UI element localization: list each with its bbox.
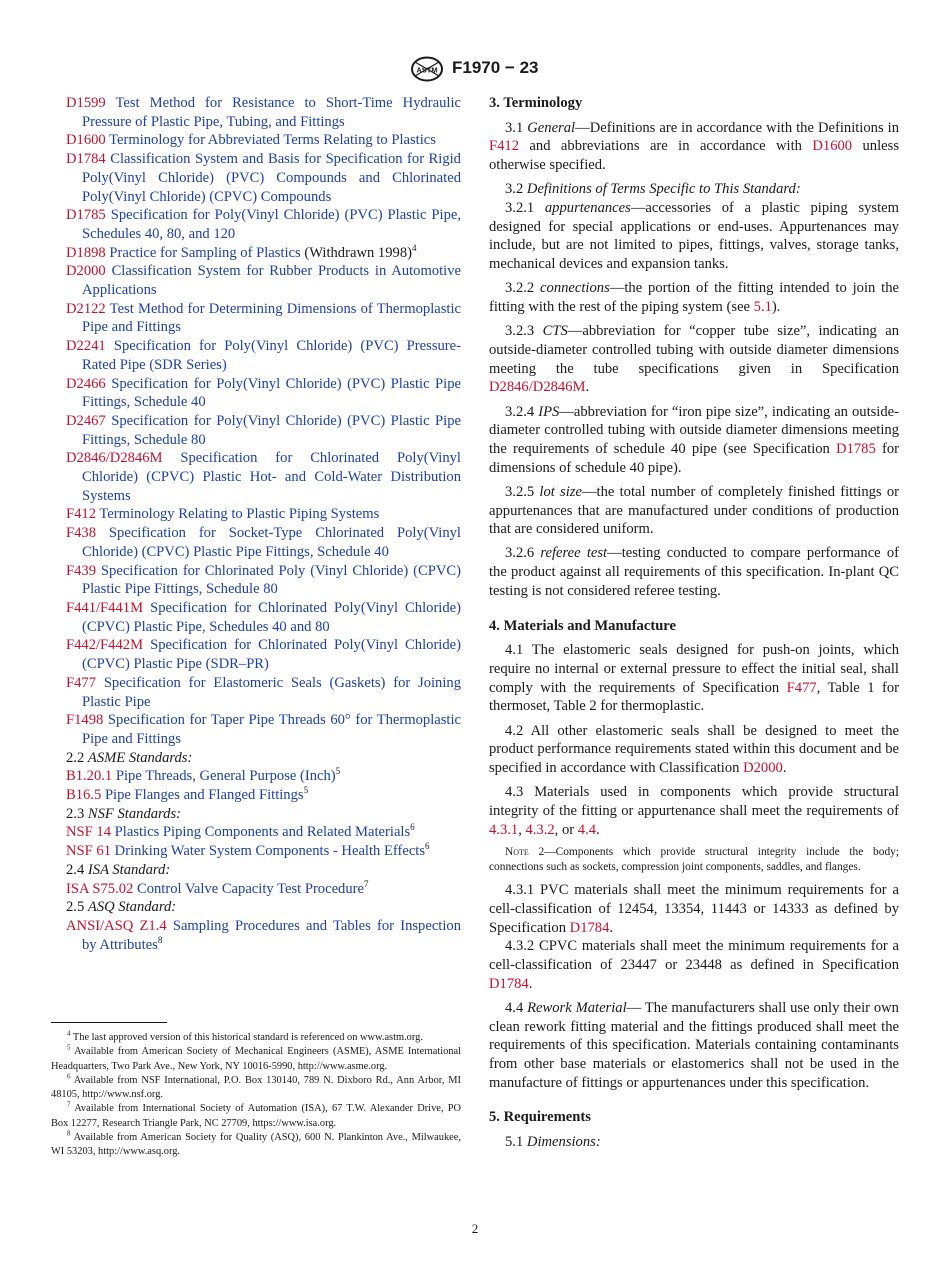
footnote-marker[interactable]: 4 xyxy=(411,242,417,253)
footnote: $^8$ Available from American Society for Quality (ASQ), 600 N. Plankinton Ave., Milwaukee, WI 53203, http://www.asq.org. xyxy=(51,1129,461,1158)
ref-title[interactable]: Specification for Elastomeric Seals (Gaskets) for Joining Plastic Pipe xyxy=(82,674,461,710)
astm-logo-icon xyxy=(409,56,445,82)
ref-item[interactable] xyxy=(66,375,461,412)
footnote-marker[interactable]: 6 xyxy=(410,822,415,833)
requirements-heading: 5. Requirements xyxy=(489,1109,591,1126)
ref-designation[interactable]: D1599 xyxy=(66,95,106,111)
footnote-marker[interactable]: 5 xyxy=(335,766,341,777)
para-4-4: 4.4 Rework Material— The manufacturers shall use only their own clean rework fitting material and the fittings produced shall meet the requirements of this specification. Materials containing contaminants from other base materials or elastomerics shall not be used in the manufacture of fittings or appurtenances under this specification. xyxy=(489,999,899,1091)
ref-item[interactable] xyxy=(66,674,461,711)
footnote: $^6$ Available from NSF International, P.O. Box 130140, 789 N. Dixboro Rd., Ann Arbor, MI 48105, http://www.nsf.org. xyxy=(51,1072,462,1101)
subsection-label: 2.2 ASME Standards: xyxy=(66,749,193,766)
ref-designation[interactable]: ISA S75.02 xyxy=(66,880,134,897)
left-column xyxy=(66,94,461,954)
ref-title[interactable]: Specification for Poly(Vinyl Chloride) (PVC) Plastic Pipe, Schedules 40, 80, and 120 xyxy=(82,207,461,242)
link-d1784-a[interactable]: D1784 xyxy=(569,919,610,936)
ref-title[interactable]: Specification for Chlorinated Poly(Vinyl Chloride) (CPVC) Plastic Hot- and Cold-Water Distribution Systems xyxy=(82,450,461,504)
logo-text: ASTM xyxy=(416,65,438,75)
ref-title[interactable]: Terminology Relating to Plastic Piping Systems xyxy=(99,506,380,523)
ref-designation[interactable]: D1785 xyxy=(66,207,106,224)
ref-designation[interactable]: F439 xyxy=(66,562,97,579)
link-d1785[interactable]: D1785 xyxy=(836,440,876,457)
ref-item[interactable] xyxy=(66,150,461,206)
link-4-3-1[interactable]: 4.3.1 xyxy=(489,821,519,838)
link-f477[interactable]: F477 xyxy=(786,679,817,696)
ref-designation[interactable]: D2122 xyxy=(66,300,106,317)
subsection-label: 2.4 ISA Standard: xyxy=(66,861,171,878)
footnote-marker[interactable]: 8 xyxy=(157,934,163,945)
ref-item[interactable] xyxy=(66,599,461,636)
para-4-3-1: 4.3.1 PVC materials shall meet the minimum requirements for a cell-classification of 12454, 13354, 11443 or 14333 as defined by Specification D1784. xyxy=(489,882,899,936)
link-4-4[interactable]: 4.4 xyxy=(577,821,597,838)
link-d2000[interactable]: D2000 xyxy=(743,760,783,776)
link-5-1[interactable]: 5.1 xyxy=(753,299,772,316)
footnote-marker[interactable]: 6 xyxy=(425,841,430,852)
ref-title[interactable]: Pipe Threads, General Purpose (Inch) xyxy=(115,768,336,785)
ref-designation[interactable]: D2467 xyxy=(66,412,106,429)
ref-title[interactable]: Control Valve Capacity Test Procedure xyxy=(136,880,364,897)
ref-item[interactable] xyxy=(66,94,461,131)
ref-designation[interactable]: D2000 xyxy=(66,263,106,280)
ref-designation[interactable]: F441/F441M xyxy=(66,599,144,616)
ref-item[interactable] xyxy=(66,636,461,673)
ref-designation[interactable]: F1498 xyxy=(66,712,104,729)
para-4-3-2: 4.3.2 CPVC materials shall meet the minimum requirements for a cell-classification of 23447 or 23448 as defined in Specification D1784. xyxy=(489,938,899,992)
ref-item[interactable] xyxy=(66,524,461,561)
note-2: Note 2—Components which provide structural integrity include the body; connections such as sockets, compression joint components, saddles, and flanges. xyxy=(489,845,899,874)
subsection-label: 2.5 ASQ Standard: xyxy=(66,899,177,916)
para-3-2-4: 3.2.4 IPS—abbreviation for “iron pipe size”, indicating an outside-diameter controlled tubing with outside diameter dimensions meeting the requirements of schedule 40 pipe (see Specification D1785 for dimensions of schedule 40 pipe). xyxy=(489,403,899,476)
para-3-2-6: 3.2.6 referee test—testing conducted to compare performance of the product against all requirements of this specification. In-plant QC testing is not considered referee testing. xyxy=(489,545,900,599)
ref-item[interactable] xyxy=(66,767,461,786)
ref-designation[interactable]: F412 xyxy=(66,506,97,523)
ref-designation[interactable]: D1600 xyxy=(66,132,106,149)
ref-title[interactable]: Specification for Chlorinated Poly (Vinyl Chloride) (CPVC) Plastic Pipe Fittings, Schedule 80 xyxy=(82,562,461,598)
ref-item[interactable] xyxy=(66,842,461,861)
footnote: $^5$ Available from American Society of Mechanical Engineers (ASME), ASME International Headquarters, Two Park Ave., New York, NY 10016-5990, http://www.asme.org. xyxy=(51,1043,461,1072)
ref-note: (Withdrawn 1998) xyxy=(300,244,412,261)
ref-designation[interactable]: D2241 xyxy=(66,338,106,355)
footnote: $^7$ Available from International Society of Automation (ISA), 67 T.W. Alexander Drive, PO Box 12277, Research Triangle Park, NC 27709, https://www.isa.org. xyxy=(51,1101,462,1129)
para-3-2-1: 3.2.1 appurtenances—accessories of a plastic piping system designed for special applications or end-uses. Appurtenances may include, but are not limited to pipes, fittings, valves, storage tanks, mechanical devices and expansion tanks. xyxy=(489,200,899,273)
ref-title[interactable]: Specification for Socket-Type Chlorinated Poly(Vinyl Chloride) (CPVC) Plastic Pipe Fittings, Schedule 40 xyxy=(82,525,461,560)
para-3-2: 3.2 Definitions of Terms Specific to This Standard: xyxy=(505,181,801,198)
ref-title[interactable]: Test Method for Determining Dimensions of Thermoplastic Pipe and Fittings xyxy=(82,300,461,336)
ref-designation[interactable]: ANSI/ASQ Z1.4 xyxy=(66,917,167,934)
ref-title[interactable]: Test Method for Resistance to Short-Time Hydraulic Pressure of Plastic Pipe, Tubing, and Fittings xyxy=(82,95,462,130)
link-d2846[interactable]: D2846/D2846M xyxy=(489,379,586,396)
subsection-label: 2.3 NSF Standards: xyxy=(66,805,182,822)
link-d1600[interactable]: D1600 xyxy=(812,138,853,155)
para-4-1: 4.1 The elastomeric seals designed for push-on joints, which require no internal or external pressure to effect the initial seal, shall comply with the requirements of Specification F477, Table 1 for thermoset, Table 2 for thermoplastic. xyxy=(489,642,899,715)
ref-designation[interactable]: F438 xyxy=(66,525,97,542)
asq-standard-section xyxy=(66,898,461,954)
ref-item[interactable] xyxy=(66,823,461,842)
ref-designation[interactable]: D2466 xyxy=(66,375,106,392)
ref-item[interactable] xyxy=(66,917,461,954)
para-4-2: 4.2 All other elastomeric seals shall be designed to meet the product performance requirements stated within this document and be specified in accordance with Classification D2000. xyxy=(489,722,899,776)
para-3-2-3: 3.2.3 CTS—abbreviation for “copper tube size”, indicating an outside-diameter controlled tubing with outside diameter dimensions meeting the tube specifications given in Specification D2846/D2846M. xyxy=(489,323,899,396)
ref-title[interactable]: Classification System and Basis for Specification for Rigid Poly(Vinyl Chloride) (PVC) Compounds and Chlorinated Poly(Vinyl Chloride) (CPVC) Compounds xyxy=(82,151,461,205)
ref-item[interactable] xyxy=(66,449,461,505)
ref-designation[interactable]: D1898 xyxy=(66,244,106,261)
ref-title[interactable]: Specification for Chlorinated Poly(Vinyl Chloride) (CPVC) Plastic Pipe (SDR–PR) xyxy=(82,637,461,673)
ref-title[interactable]: Pipe Flanges and Flanged Fittings xyxy=(104,787,304,804)
materials-heading: 4. Materials and Manufacture xyxy=(489,617,676,634)
ref-title[interactable]: Sampling Procedures and Tables for Inspection by Attributes xyxy=(82,917,461,953)
para-3-2-5: 3.2.5 lot size—the total number of completely finished fittings or appurtenances that are manufactured under conditions of production that are considered uniform. xyxy=(489,483,899,538)
ref-title[interactable]: Drinking Water System Components - Health Effects xyxy=(114,843,426,860)
para-3-1: 3.1 General—Definitions are in accordance with the Definitions in F412 and abbreviations are in accordance with D1600 unless otherwise specified. xyxy=(489,119,899,174)
asme-standards-section xyxy=(66,749,461,805)
ref-item[interactable] xyxy=(66,300,461,337)
footnote-marker[interactable]: 5 xyxy=(303,785,309,796)
ref-title[interactable]: Practice for Sampling of Plastics xyxy=(109,244,301,261)
footnote: $^4$ The last approved version of this historical standard is referenced on www.astm.org. xyxy=(67,1029,423,1043)
para-5-1: 5.1 Dimensions: xyxy=(505,1134,601,1151)
page-number: 2 xyxy=(471,1221,479,1236)
link-d1784-b[interactable]: D1784 xyxy=(489,975,529,992)
ref-item[interactable] xyxy=(66,206,461,243)
ref-item[interactable] xyxy=(66,505,461,524)
ref-item[interactable] xyxy=(66,262,461,299)
ref-title[interactable]: Classification System for Rubber Products in Automotive Applications xyxy=(82,263,461,299)
para-4-3: 4.3 Materials used in components which provide structural integrity of the fitting or appurtenance shall meet the requirements of 4.3.1, 4.3.2, or 4.4. xyxy=(489,784,899,838)
footnote-marker[interactable]: 7 xyxy=(364,878,369,889)
ref-title[interactable]: Plastics Piping Components and Related Materials xyxy=(114,824,411,841)
page-header xyxy=(0,56,950,82)
isa-standard-section xyxy=(66,861,461,898)
ref-item[interactable] xyxy=(66,131,461,150)
nsf-standards-section xyxy=(66,805,461,861)
ref-title[interactable]: Specification for Poly(Vinyl Chloride) (PVC) Plastic Pipe Fittings, Schedule 80 xyxy=(82,412,461,448)
ref-title[interactable]: Specification for Poly(Vinyl Chloride) (PVC) Plastic Pipe Fittings, Schedule 40 xyxy=(82,375,461,411)
ref-designation[interactable]: B16.5 xyxy=(66,787,102,804)
ref-designation[interactable]: F477 xyxy=(66,674,97,691)
ref-designation[interactable]: F442/F442M xyxy=(66,637,144,654)
ref-title[interactable]: Specification for Taper Pipe Threads 60° for Thermoplastic Pipe and Fittings xyxy=(82,712,462,747)
ref-title[interactable]: Specification for Poly(Vinyl Chloride) (PVC) Pressure-Rated Pipe (SDR Series) xyxy=(82,338,461,373)
document-designation: F1970 − 23 xyxy=(452,58,539,77)
ref-item[interactable] xyxy=(66,562,461,599)
ref-item[interactable] xyxy=(66,711,461,748)
ref-title[interactable]: Terminology for Abbreviated Terms Relating to Plastics xyxy=(109,132,436,149)
right-column xyxy=(489,94,899,1157)
link-4-3-2[interactable]: 4.3.2 xyxy=(525,821,555,838)
ref-title[interactable]: Specification for Chlorinated Poly(Vinyl Chloride) (CPVC) Plastic Pipe, Schedules 40 and 80 xyxy=(82,599,461,635)
referenced-documents-list xyxy=(66,94,461,749)
ref-item[interactable] xyxy=(66,337,461,374)
footnotes xyxy=(51,1031,461,1160)
ref-item[interactable] xyxy=(66,880,461,899)
ref-designation[interactable]: NSF 61 xyxy=(66,843,112,860)
ref-designation[interactable]: D1784 xyxy=(66,151,106,168)
ref-item[interactable] xyxy=(66,786,461,805)
ref-designation[interactable]: B1.20.1 xyxy=(66,768,113,785)
para-3-2-2: 3.2.2 connections—the portion of the fitting intended to join the fitting with the rest of the piping system (see 5.1). xyxy=(489,280,899,316)
ref-designation[interactable]: NSF 14 xyxy=(66,824,112,841)
ref-item[interactable] xyxy=(66,412,461,449)
terminology-heading: 3. Terminology xyxy=(489,95,583,111)
ref-designation[interactable]: D2846/D2846M xyxy=(66,450,163,467)
footnote-rule xyxy=(51,1022,167,1023)
ref-item[interactable] xyxy=(66,244,461,263)
link-f412[interactable]: F412 xyxy=(489,138,520,155)
